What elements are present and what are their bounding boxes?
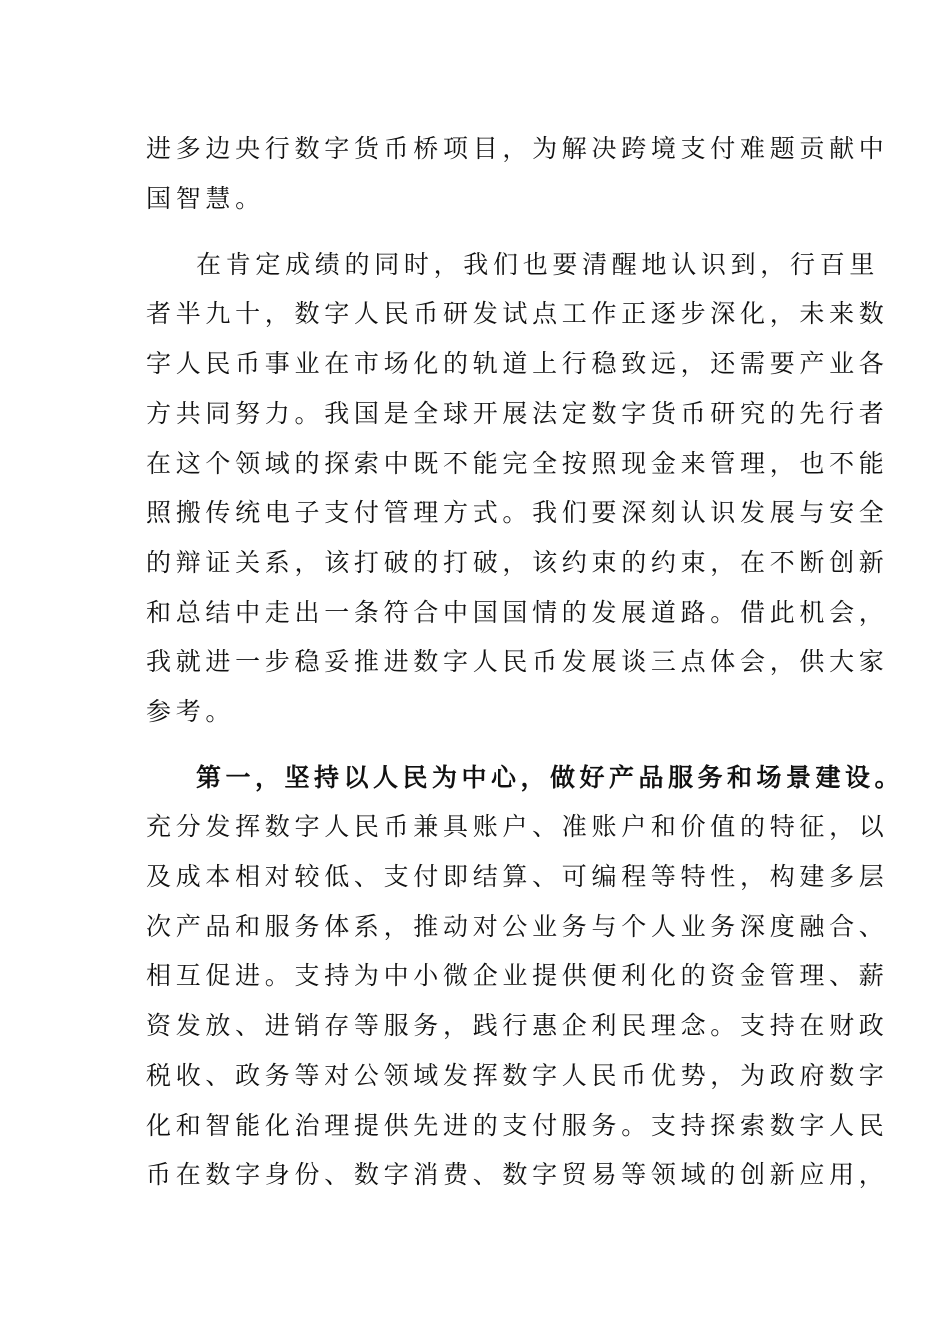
text-line: 在这个领域的探索中既不能完全按照现金来管理，也不能 [146, 449, 889, 478]
text-line: 和总结中走出一条符合中国国情的发展道路。借此机会， [146, 598, 889, 627]
text-line: 参考。 [146, 697, 236, 726]
text-line: 的辩证关系，该打破的打破，该约束的约束，在不断创新 [146, 548, 889, 577]
text-line: 充分发挥数字人民币兼具账户、准账户和价值的特征，以 [146, 812, 889, 841]
text-line: 化和智能化治理提供先进的支付服务。支持探索数字人民 [146, 1111, 889, 1140]
text-line: 相互促进。支持为中小微企业提供便利化的资金管理、薪 [146, 961, 889, 990]
text-line: 我就进一步稳妥推进数字人民币发展谈三点体会，供大家 [146, 647, 889, 676]
section-heading: 第一，坚持以人民为中心，做好产品服务和场景建设。 [196, 763, 905, 792]
paragraph-first-line: 在肯定成绩的同时，我们也要清醒地认识到，行百里 [196, 250, 880, 279]
text-line: 资发放、进销存等服务，践行惠企利民理念。支持在财政 [146, 1011, 889, 1040]
text-line: 币在数字身份、数字消费、数字贸易等领域的创新应用， [146, 1160, 889, 1189]
text-line: 字人民币事业在市场化的轨道上行稳致远，还需要产业各 [146, 349, 889, 378]
text-line: 进多边央行数字货币桥项目，为解决跨境支付难题贡献中 [146, 134, 889, 163]
text-line: 及成本相对较低、支付即结算、可编程等特性，构建多层 [146, 862, 889, 891]
text-line: 者半九十，数字人民币研发试点工作正逐步深化，未来数 [146, 299, 889, 328]
text-line: 方共同努力。我国是全球开展法定数字货币研究的先行者 [146, 399, 889, 428]
text-line: 次产品和服务体系，推动对公业务与个人业务深度融合、 [146, 912, 889, 941]
text-line: 税收、政务等对公领域发挥数字人民币优势，为政府数字 [146, 1061, 889, 1090]
text-line: 照搬传统电子支付管理方式。我们要深刻认识发展与安全 [146, 498, 889, 527]
text-line: 国智慧。 [146, 184, 265, 213]
